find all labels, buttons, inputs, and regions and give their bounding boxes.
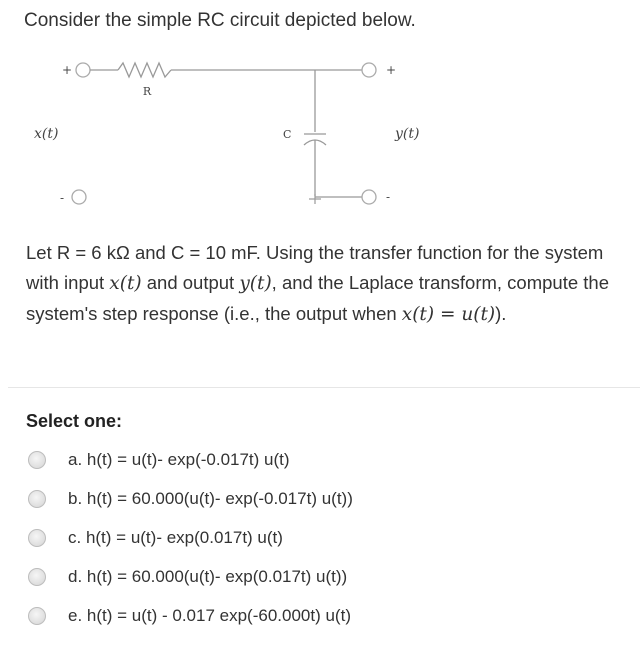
rc-circuit-diagram <box>30 44 450 219</box>
output-minus-sign: - <box>386 190 391 204</box>
capacitor-label: C <box>283 128 292 141</box>
resistor-label: R <box>142 85 152 98</box>
answer-option-d[interactable] <box>26 557 626 596</box>
input-bottom-terminal <box>72 190 86 204</box>
radio-button-a[interactable] <box>28 451 46 469</box>
prompt-text-2: and output <box>141 272 240 293</box>
input-minus-sign: - <box>60 191 65 205</box>
radio-button-c[interactable] <box>28 529 46 547</box>
select-one-label: Select one: <box>26 411 123 431</box>
answer-options <box>26 440 626 635</box>
answer-option-c[interactable] <box>26 518 626 557</box>
radio-button-e[interactable] <box>28 607 46 625</box>
prompt-math-input: x(t) <box>109 273 142 294</box>
output-top-terminal <box>362 63 376 77</box>
answer-option-a-label[interactable]: a. h(t) = u(t)- exp(-0.017t) u(t) <box>68 449 290 469</box>
answer-option-e[interactable] <box>26 596 626 635</box>
input-signal-label: x(t) <box>34 126 59 142</box>
output-signal-label: y(t) <box>395 126 420 142</box>
prompt-math-output: y(t) <box>239 273 272 294</box>
output-plus-sign: + <box>386 63 397 77</box>
input-top-terminal <box>76 63 90 77</box>
answer-option-b-label[interactable]: b. h(t) = 60.000(u(t)- exp(-0.017t) u(t)) <box>68 488 353 508</box>
answer-option-d-label[interactable]: d. h(t) = 60.000(u(t)- exp(0.017t) u(t)) <box>68 566 348 586</box>
input-plus-sign: + <box>62 63 73 77</box>
resistor-symbol <box>118 63 171 77</box>
answer-option-e-label[interactable]: e. h(t) = u(t) - 0.017 exp(-60.000t) u(t) <box>68 605 351 625</box>
prompt-text-3: , and the Laplace transform, compute the system's step response (i.e., the output when <box>26 272 609 324</box>
prompt-text-1: Let R = 6 kΩ and C = 10 mF. Using the transfer function for the system with input <box>26 242 604 293</box>
radio-button-b[interactable] <box>28 490 46 508</box>
question-prompt <box>26 238 631 330</box>
output-bottom-terminal <box>362 190 376 204</box>
answer-option-b[interactable] <box>26 479 626 518</box>
prompt-math-step: x(t) = u(t) <box>401 304 496 325</box>
answer-option-c-label[interactable]: c. h(t) = u(t)- exp(0.017t) u(t) <box>68 527 283 547</box>
answer-option-a[interactable] <box>26 440 626 479</box>
question-title: Consider the simple RC circuit depicted below. <box>24 10 416 31</box>
prompt-text-4: ). <box>495 303 507 324</box>
radio-button-d[interactable] <box>28 568 46 586</box>
section-divider <box>8 387 640 388</box>
